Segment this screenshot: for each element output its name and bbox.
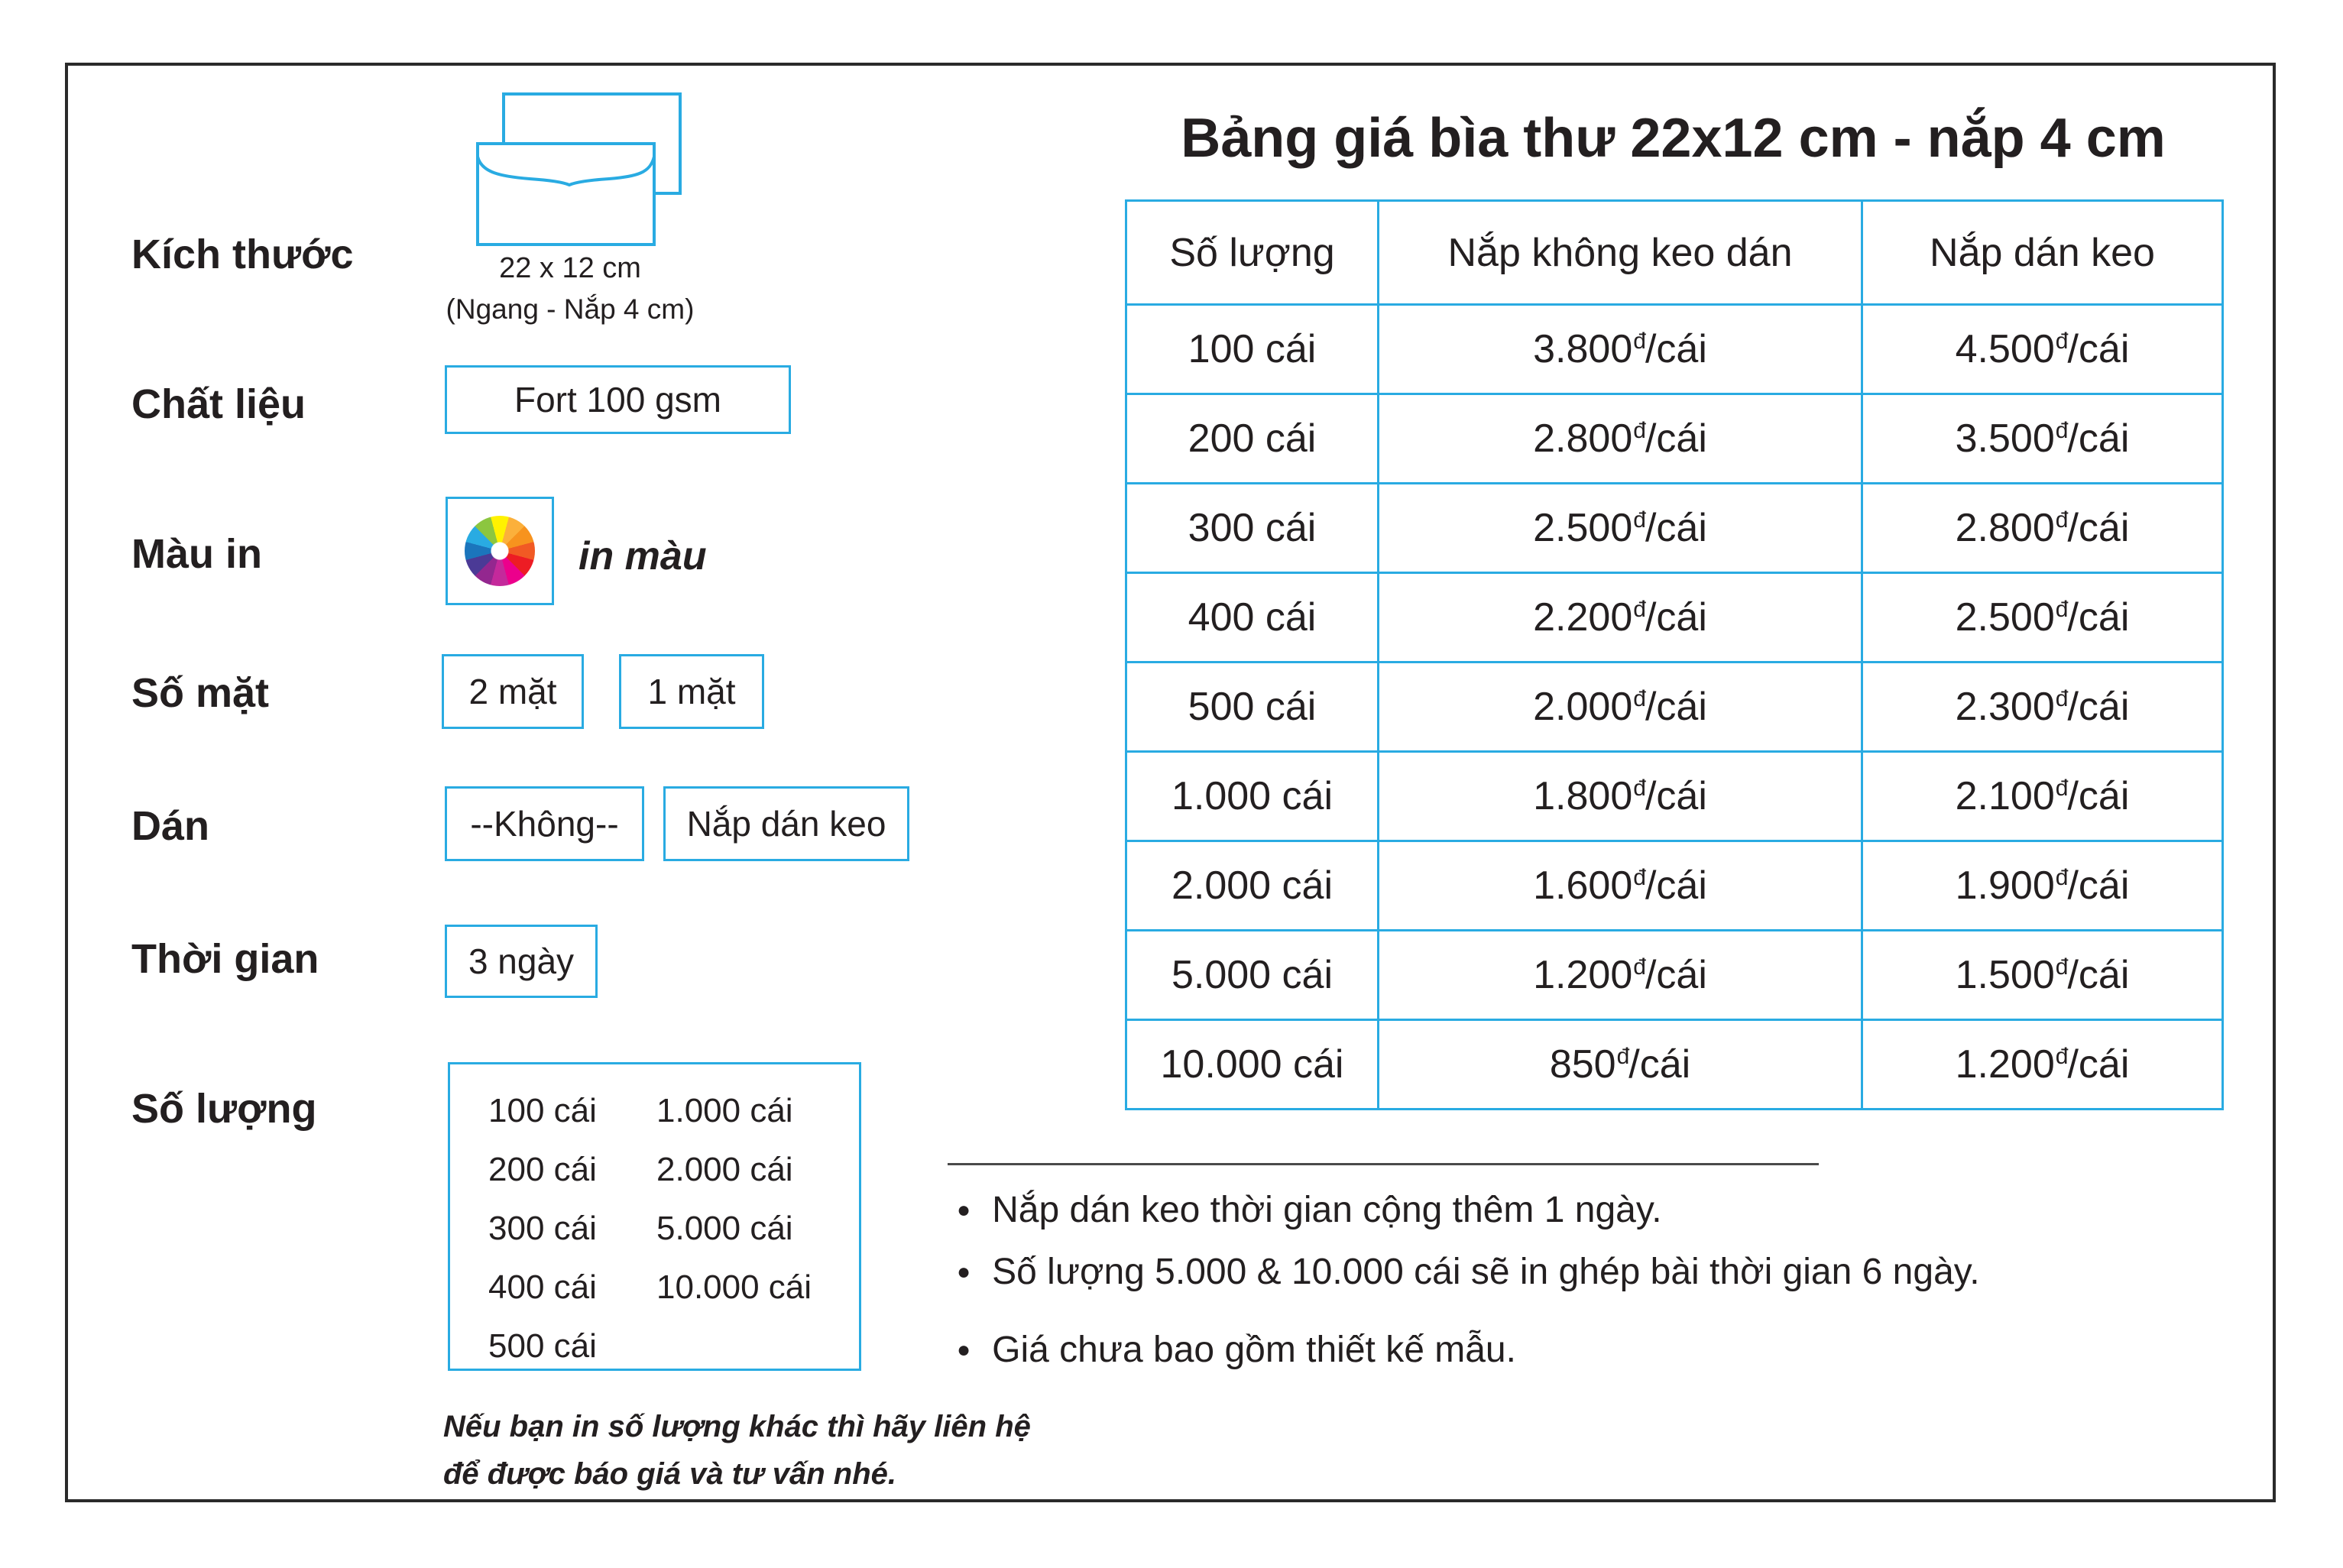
quantity-option: 100 cái [488, 1092, 597, 1129]
price-cell-glue: $1.500^đ$/cái [1862, 931, 2223, 1020]
quantity-options-box [448, 1062, 861, 1371]
qty-cell: 100 cái [1126, 305, 1379, 394]
bullet-icon: ● [957, 1197, 971, 1223]
quantity-options-col1 [488, 1081, 656, 1369]
col-header-quantity: Số lượng [1126, 201, 1379, 305]
print-color-value: in màu [578, 534, 707, 578]
sides-option-2-label: 2 mặt [468, 672, 557, 711]
currency-superscript: đ [1633, 418, 1646, 443]
quantity-option: 200 cái [488, 1151, 597, 1188]
spec-label-print-color: Màu in [131, 531, 262, 577]
price-cell-no-glue: $2.200^đ$/cái [1379, 573, 1862, 663]
price-cell-glue: $2.800^đ$/cái [1862, 484, 2223, 573]
note-text: Số lượng 5.000 & 10.000 cái sẽ in ghép bài thời gian 6 ngày. [992, 1252, 1980, 1292]
note-item [957, 1189, 1662, 1231]
bullet-icon: ● [957, 1259, 971, 1285]
custom-quantity-note [443, 1403, 1031, 1498]
glue-option-none-label: --Không-- [470, 804, 619, 844]
time-value-box [445, 925, 598, 998]
currency-superscript: đ [2055, 329, 2069, 354]
currency-superscript: đ [1616, 1044, 1630, 1069]
currency-superscript: đ [2055, 686, 2069, 711]
quantity-options-col2 [656, 1081, 812, 1369]
price-cell-glue: $3.500^đ$/cái [1862, 394, 2223, 484]
price-cell-no-glue: $2.000^đ$/cái [1379, 663, 1862, 752]
price-cell-no-glue: $1.800^đ$/cái [1379, 752, 1862, 841]
custom-quantity-note-line2: để được báo giá và tư vấn nhé. [443, 1457, 896, 1491]
spec-label-size: Kích thước [131, 232, 354, 277]
quantity-option: 10.000 cái [656, 1268, 812, 1306]
price-table-row [1126, 663, 2223, 752]
envelope-orientation-caption: (Ngang - Nắp 4 cm) [446, 293, 695, 325]
currency-superscript: đ [1633, 954, 1646, 980]
currency-superscript: đ [2055, 507, 2069, 533]
sides-option-1-label: 1 mặt [647, 672, 736, 711]
currency-superscript: đ [2055, 418, 2069, 443]
note-text: Giá chưa bao gồm thiết kế mẫu. [992, 1330, 1516, 1370]
custom-quantity-note-line1: Nếu bạn in số lượng khác thì hãy liên hệ [443, 1410, 1031, 1443]
spec-label-material: Chất liệu [131, 381, 306, 427]
material-value-box [445, 365, 791, 434]
currency-superscript: đ [2055, 597, 2069, 622]
price-cell-glue: $2.500^đ$/cái [1862, 573, 2223, 663]
price-cell-glue: $2.100^đ$/cái [1862, 752, 2223, 841]
currency-superscript: đ [1633, 865, 1646, 890]
sides-option-2 [442, 654, 584, 729]
col-header-no-glue: Nắp không keo dán [1379, 201, 1862, 305]
qty-cell: 500 cái [1126, 663, 1379, 752]
glue-option-none [445, 786, 644, 861]
spec-label-glue: Dán [131, 803, 210, 849]
material-value: Fort 100 gsm [514, 380, 721, 420]
price-table-row [1126, 1020, 2223, 1110]
price-table-row [1126, 752, 2223, 841]
qty-cell: 5.000 cái [1126, 931, 1379, 1020]
page-title: Bảng giá bìa thư 22x12 cm - nắp 4 cm [1181, 108, 2166, 169]
price-table-row [1126, 305, 2223, 394]
quantity-option: 1.000 cái [656, 1092, 793, 1129]
currency-superscript: đ [2055, 954, 2069, 980]
price-cell-no-glue: $2.800^đ$/cái [1379, 394, 1862, 484]
currency-superscript: đ [1633, 329, 1646, 354]
price-table-row [1126, 573, 2223, 663]
currency-superscript: đ [1633, 507, 1646, 533]
bullet-icon: ● [957, 1336, 971, 1362]
note-text: Nắp dán keo thời gian cộng thêm 1 ngày. [992, 1190, 1662, 1230]
price-cell-glue: $1.900^đ$/cái [1862, 841, 2223, 931]
note-item [957, 1251, 1980, 1293]
currency-superscript: đ [2055, 865, 2069, 890]
color-wheel-icon [465, 516, 535, 586]
col-header-glue: Nắp dán keo [1862, 201, 2223, 305]
quantity-option: 2.000 cái [656, 1151, 793, 1188]
envelope-size-caption: 22 x 12 cm [499, 252, 641, 284]
qty-cell: 1.000 cái [1126, 752, 1379, 841]
time-value: 3 ngày [468, 941, 575, 981]
quantity-option: 500 cái [488, 1327, 597, 1365]
price-table-row [1126, 841, 2223, 931]
sides-option-1 [619, 654, 764, 729]
price-cell-no-glue: $1.600^đ$/cái [1379, 841, 1862, 931]
currency-superscript: đ [2055, 776, 2069, 801]
price-cell-glue: $1.200^đ$/cái [1862, 1020, 2223, 1110]
qty-cell: 200 cái [1126, 394, 1379, 484]
glue-option-flap-label: Nắp dán keo [686, 804, 886, 844]
qty-cell: 10.000 cái [1126, 1020, 1379, 1110]
quantity-option: 300 cái [488, 1210, 597, 1247]
price-table-row [1126, 484, 2223, 573]
color-wheel-box [446, 497, 554, 605]
price-cell-no-glue: $2.500^đ$/cái [1379, 484, 1862, 573]
price-table-row [1126, 394, 2223, 484]
note-item [957, 1329, 1516, 1371]
currency-superscript: đ [1633, 597, 1646, 622]
spec-label-sides: Số mặt [131, 670, 270, 716]
qty-cell: 400 cái [1126, 573, 1379, 663]
envelope-icon [475, 91, 683, 248]
price-table-row [1126, 931, 2223, 1020]
glue-option-flap [663, 786, 909, 861]
currency-superscript: đ [1633, 776, 1646, 801]
price-cell-no-glue: $850^đ$/cái [1379, 1020, 1862, 1110]
currency-superscript: đ [1633, 686, 1646, 711]
price-cell-glue: $4.500^đ$/cái [1862, 305, 2223, 394]
qty-cell: 2.000 cái [1126, 841, 1379, 931]
price-table [1125, 199, 2224, 1110]
quantity-option: 5.000 cái [656, 1210, 793, 1247]
spec-label-quantity: Số lượng [131, 1086, 317, 1132]
currency-superscript: đ [2055, 1044, 2069, 1069]
price-cell-glue: $2.300^đ$/cái [1862, 663, 2223, 752]
notes-divider [948, 1163, 1819, 1165]
price-cell-no-glue: $3.800^đ$/cái [1379, 305, 1862, 394]
qty-cell: 300 cái [1126, 484, 1379, 573]
price-table-header-row [1126, 201, 2223, 305]
price-cell-no-glue: $1.200^đ$/cái [1379, 931, 1862, 1020]
spec-label-time: Thời gian [131, 936, 319, 982]
quantity-option: 400 cái [488, 1268, 597, 1306]
